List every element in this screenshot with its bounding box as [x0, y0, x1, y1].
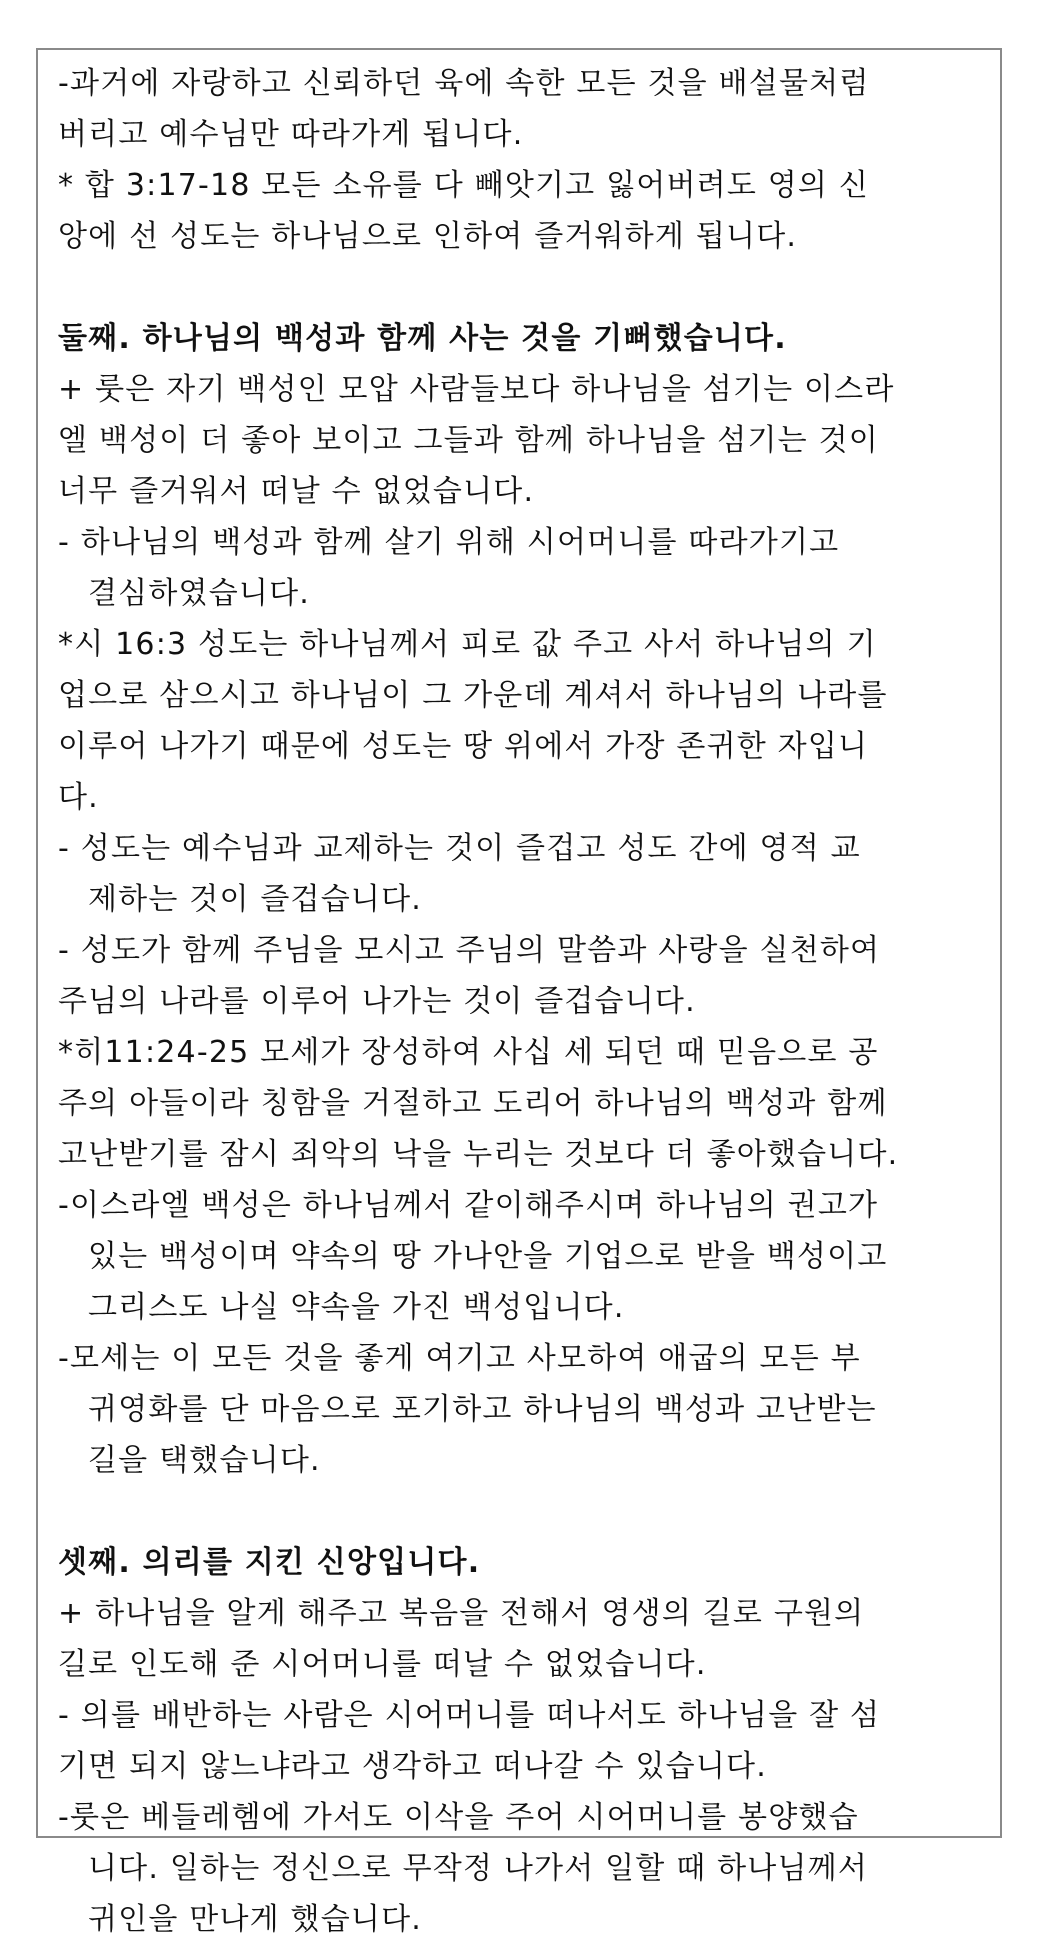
text-line: - 의를 배반하는 사람은 시어머니를 떠나서도 하나님을 잘 섬 [58, 1698, 881, 1733]
section-heading: 셋째. 의리를 지킨 신앙입니다. [58, 1545, 481, 1580]
text-line: 고난받기를 잠시 죄악의 낙을 누리는 것보다 더 좋아했습니다. [58, 1137, 899, 1172]
text-line: 있는 백성이며 약속의 땅 가나안을 기업으로 받을 백성이고 [88, 1239, 888, 1274]
text-line: 앙에 선 성도는 하나님으로 인하여 즐거워하게 됩니다. [58, 219, 798, 254]
text-line: * 합 3:17-18 모든 소유를 다 빼앗기고 잃어버려도 영의 신 [58, 168, 870, 203]
text-line: 결심하였습니다. [88, 576, 310, 611]
text-line: 귀인을 만나게 했습니다. [88, 1902, 423, 1937]
text-line: -룻은 베들레헴에 가서도 이삭을 주어 시어머니를 봉양했습 [58, 1800, 859, 1835]
text-line: 너무 즐거워서 떠날 수 없었습니다. [58, 474, 535, 509]
text-line: - 하나님의 백성과 함께 살기 위해 시어머니를 따라가기고 [58, 525, 840, 560]
text-line: -모세는 이 모든 것을 좋게 여기고 사모하여 애굽의 모든 부 [58, 1341, 861, 1376]
text-line: 귀영화를 단 마음으로 포기하고 하나님의 백성과 고난받는 [88, 1392, 877, 1427]
text-line: - 성도가 함께 주님을 모시고 주님의 말씀과 사랑을 실천하여 [58, 933, 881, 968]
text-line: 주님의 나라를 이루어 나가는 것이 즐겁습니다. [58, 984, 696, 1019]
paragraph-gap [58, 262, 976, 313]
text-line: + 룻은 자기 백성인 모압 사람들보다 하나님을 섬기는 이스라 [58, 372, 895, 407]
text-line: 주의 아들이라 칭함을 거절하고 도리어 하나님의 백성과 함께 [58, 1086, 888, 1121]
document-frame [36, 48, 1002, 1937]
text-line: -이스라엘 백성은 하나님께서 같이해주시며 하나님의 권고가 [58, 1188, 879, 1223]
text-line: 엘 백성이 더 좋아 보이고 그들과 함께 하나님을 섬기는 것이 [58, 423, 879, 458]
text-line: 다. [58, 780, 99, 815]
text-line: 기면 되지 않느냐라고 생각하고 떠나갈 수 있습니다. [58, 1749, 767, 1784]
text-line: 니다. 일하는 정신으로 무작정 나가서 일할 때 하나님께서 [88, 1851, 869, 1886]
text-line: 길을 택했습니다. [88, 1443, 321, 1478]
text-line: 길로 인도해 준 시어머니를 떠날 수 없었습니다. [58, 1647, 707, 1682]
text-line: *시 16:3 성도는 하나님께서 피로 값 주고 사서 하나님의 기 [58, 627, 877, 662]
text-line: -과거에 자랑하고 신뢰하던 육에 속한 모든 것을 배설물처럼 [58, 66, 870, 101]
text-line: 이루어 나가기 때문에 성도는 땅 위에서 가장 존귀한 자입니 [58, 729, 869, 764]
text-line: 제하는 것이 즐겁습니다. [88, 882, 423, 917]
paragraph-gap [58, 1486, 976, 1537]
text-line: - 성도는 예수님과 교제하는 것이 즐겁고 성도 간에 영적 교 [58, 831, 861, 866]
section-heading: 둘째. 하나님의 백성과 함께 사는 것을 기뻐했습니다. [58, 321, 787, 356]
text-line: + 하나님을 알게 해주고 복음을 전해서 영생의 길로 구원의 [58, 1596, 865, 1631]
text-line: 업으로 삼으시고 하나님이 그 가운데 계셔서 하나님의 나라를 [58, 678, 888, 713]
text-line: 버리고 예수님만 따라가게 됩니다. [58, 117, 524, 152]
text-line: *히11:24-25 모세가 장성하여 사십 세 되던 때 믿음으로 공 [58, 1035, 879, 1070]
text-line: 그리스도 나실 약속을 가진 백성입니다. [88, 1290, 625, 1325]
